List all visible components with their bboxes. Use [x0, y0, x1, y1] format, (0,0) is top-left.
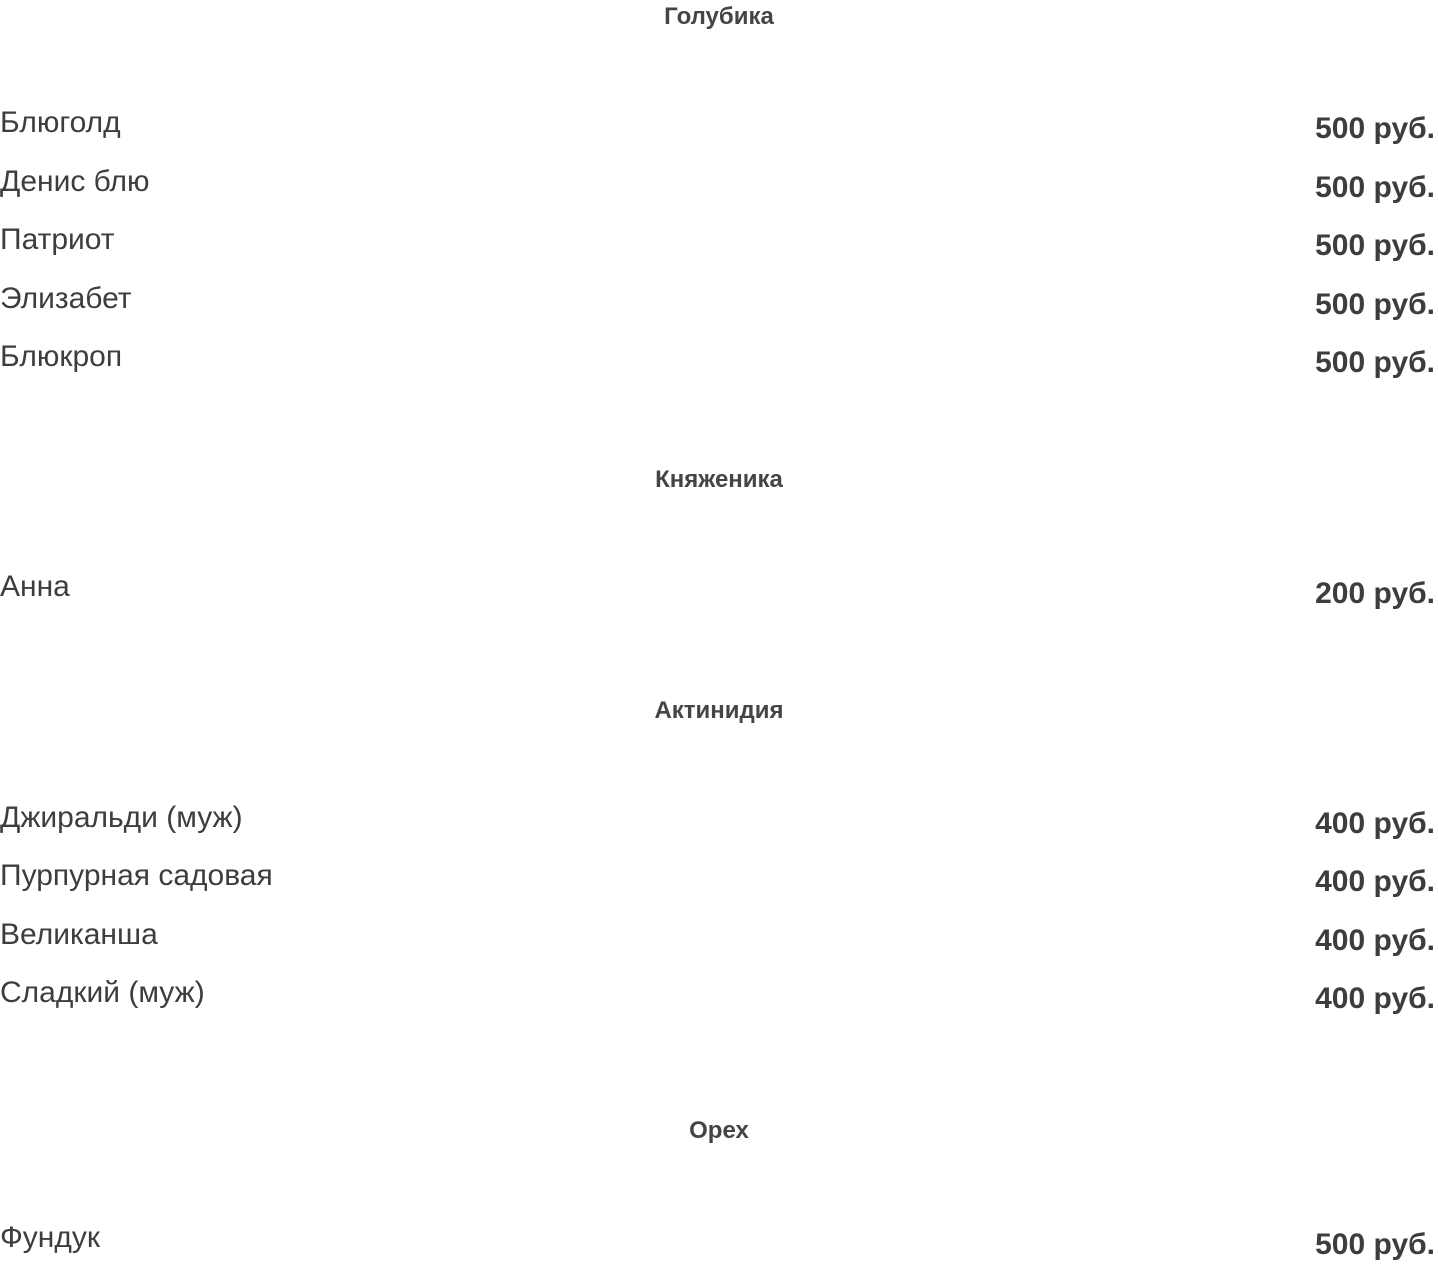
item-price: 400 руб. [1315, 982, 1435, 1015]
item-name: Сладкий (муж) [0, 976, 205, 1009]
section-title-golubika: Голубика [664, 3, 774, 30]
item-name: Денис блю [0, 165, 150, 198]
item-name: Патриот [0, 223, 115, 256]
section-title-knyazhenika: Княженика [655, 466, 783, 493]
item-price: 500 руб. [1315, 112, 1435, 145]
section-title-orekh: Орех [689, 1117, 749, 1144]
item-price: 500 руб. [1315, 288, 1435, 321]
item-name: Блюголд [0, 106, 121, 139]
item-price: 500 руб. [1315, 1228, 1435, 1261]
item-price: 400 руб. [1315, 807, 1435, 840]
item-name: Элизабет [0, 282, 132, 315]
item-name: Анна [0, 570, 70, 603]
item-name: Великанша [0, 918, 158, 951]
item-name: Джиральди (муж) [0, 801, 243, 834]
item-price: 500 руб. [1315, 171, 1435, 204]
section-title-aktinidiya: Актинидия [654, 697, 784, 724]
item-price: 500 руб. [1315, 346, 1435, 379]
item-name: Пурпурная садовая [0, 859, 273, 892]
item-price: 400 руб. [1315, 924, 1435, 957]
item-name: Блюкроп [0, 340, 123, 373]
item-price: 400 руб. [1315, 865, 1435, 898]
item-price: 500 руб. [1315, 229, 1435, 262]
item-price: 200 руб. [1315, 577, 1435, 610]
item-name: Фундук [0, 1221, 101, 1254]
